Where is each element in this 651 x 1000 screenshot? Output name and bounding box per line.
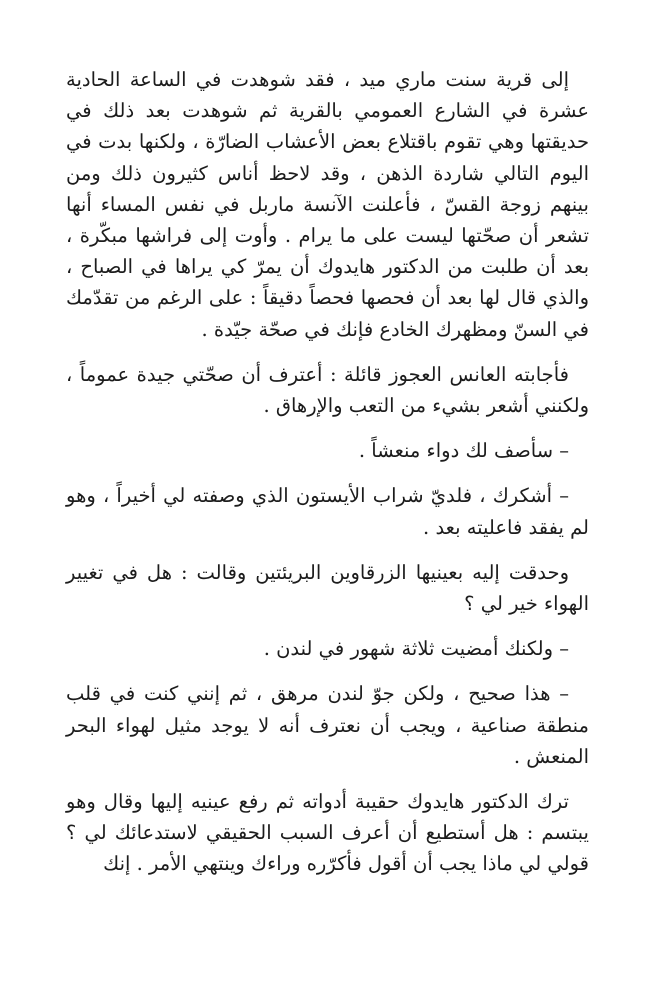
dialogue-line-3: – ولكنك أمضيت ثلاثة شهور في لندن . — [263, 637, 569, 661]
paragraph-4: ترك الدكتور هايدوك حقيبة أدواته ثم رفع عينيه إليها وقال وهو يبتسم : هل أستطيع أن أعرف السبب الحقيقي لاستدعائك لي ؟ قولي لي ماذا يجب أن أقول فأكرّره وراءك وينتهي الأمر . إنك — [66, 790, 589, 876]
paragraph-2: فأجابته العانس العجوز قائلة : أعترف أن صحّتي جيدة عموماً ، ولكنني أشعر بشيء من التعب والإرهاق . — [66, 362, 589, 418]
dialogue-line-2: – أشكرك ، فلديّ شراب الأيستون الذي وصفته لي أخيراً ، وهو لم يفقد فاعليته بعد . — [66, 484, 589, 539]
paragraph-3: وحدقت إليه بعينيها الزرقاوين البريئتين وقالت : هل في تغيير الهواء خير لي ؟ — [66, 560, 589, 616]
dialogue-line-1: – سأصف لك دواء منعشاً . — [358, 439, 569, 463]
dialogue-line-4: – هذا صحيح ، ولكن جوّ لندن مرهق ، ثم إنني كنت في قلب منطقة صناعية ، ويجب أن نعترف أنه لا يوجد مثيل لهواء البحر المنعش . — [66, 682, 589, 768]
paragraph-1: إلى قرية سنت ماري ميد ، فقد شوهدت في الساعة الحادية عشرة في الشارع العمومي بالقرية ثم شوهدت بعد ذلك في حديقتها وهي تقوم باقتلاع بعض الأعشاب الضارّة ، ولكنها بدت في اليوم التالي شاردة الذهن ، وقد لاحظ أناس كثيرون ذلك ومن بينهم زوجة القسّ ، فأعلنت الآنسة ماربل في نفس المساء أنها تشعر أن صحّتها ليست على ما يرام . وأوت إلى فراشها مبكّرة ، بعد أن طلبت من الدكتور هايدوك أن يمرّ كي يراها في الصباح ، والذي قال لها بعد أن فحصها فحصاً دقيقاً : على الرغم من تقدّمك في السنّ ومظهرك الخادع فإنك في صحّة جيّدة . — [66, 68, 589, 341]
